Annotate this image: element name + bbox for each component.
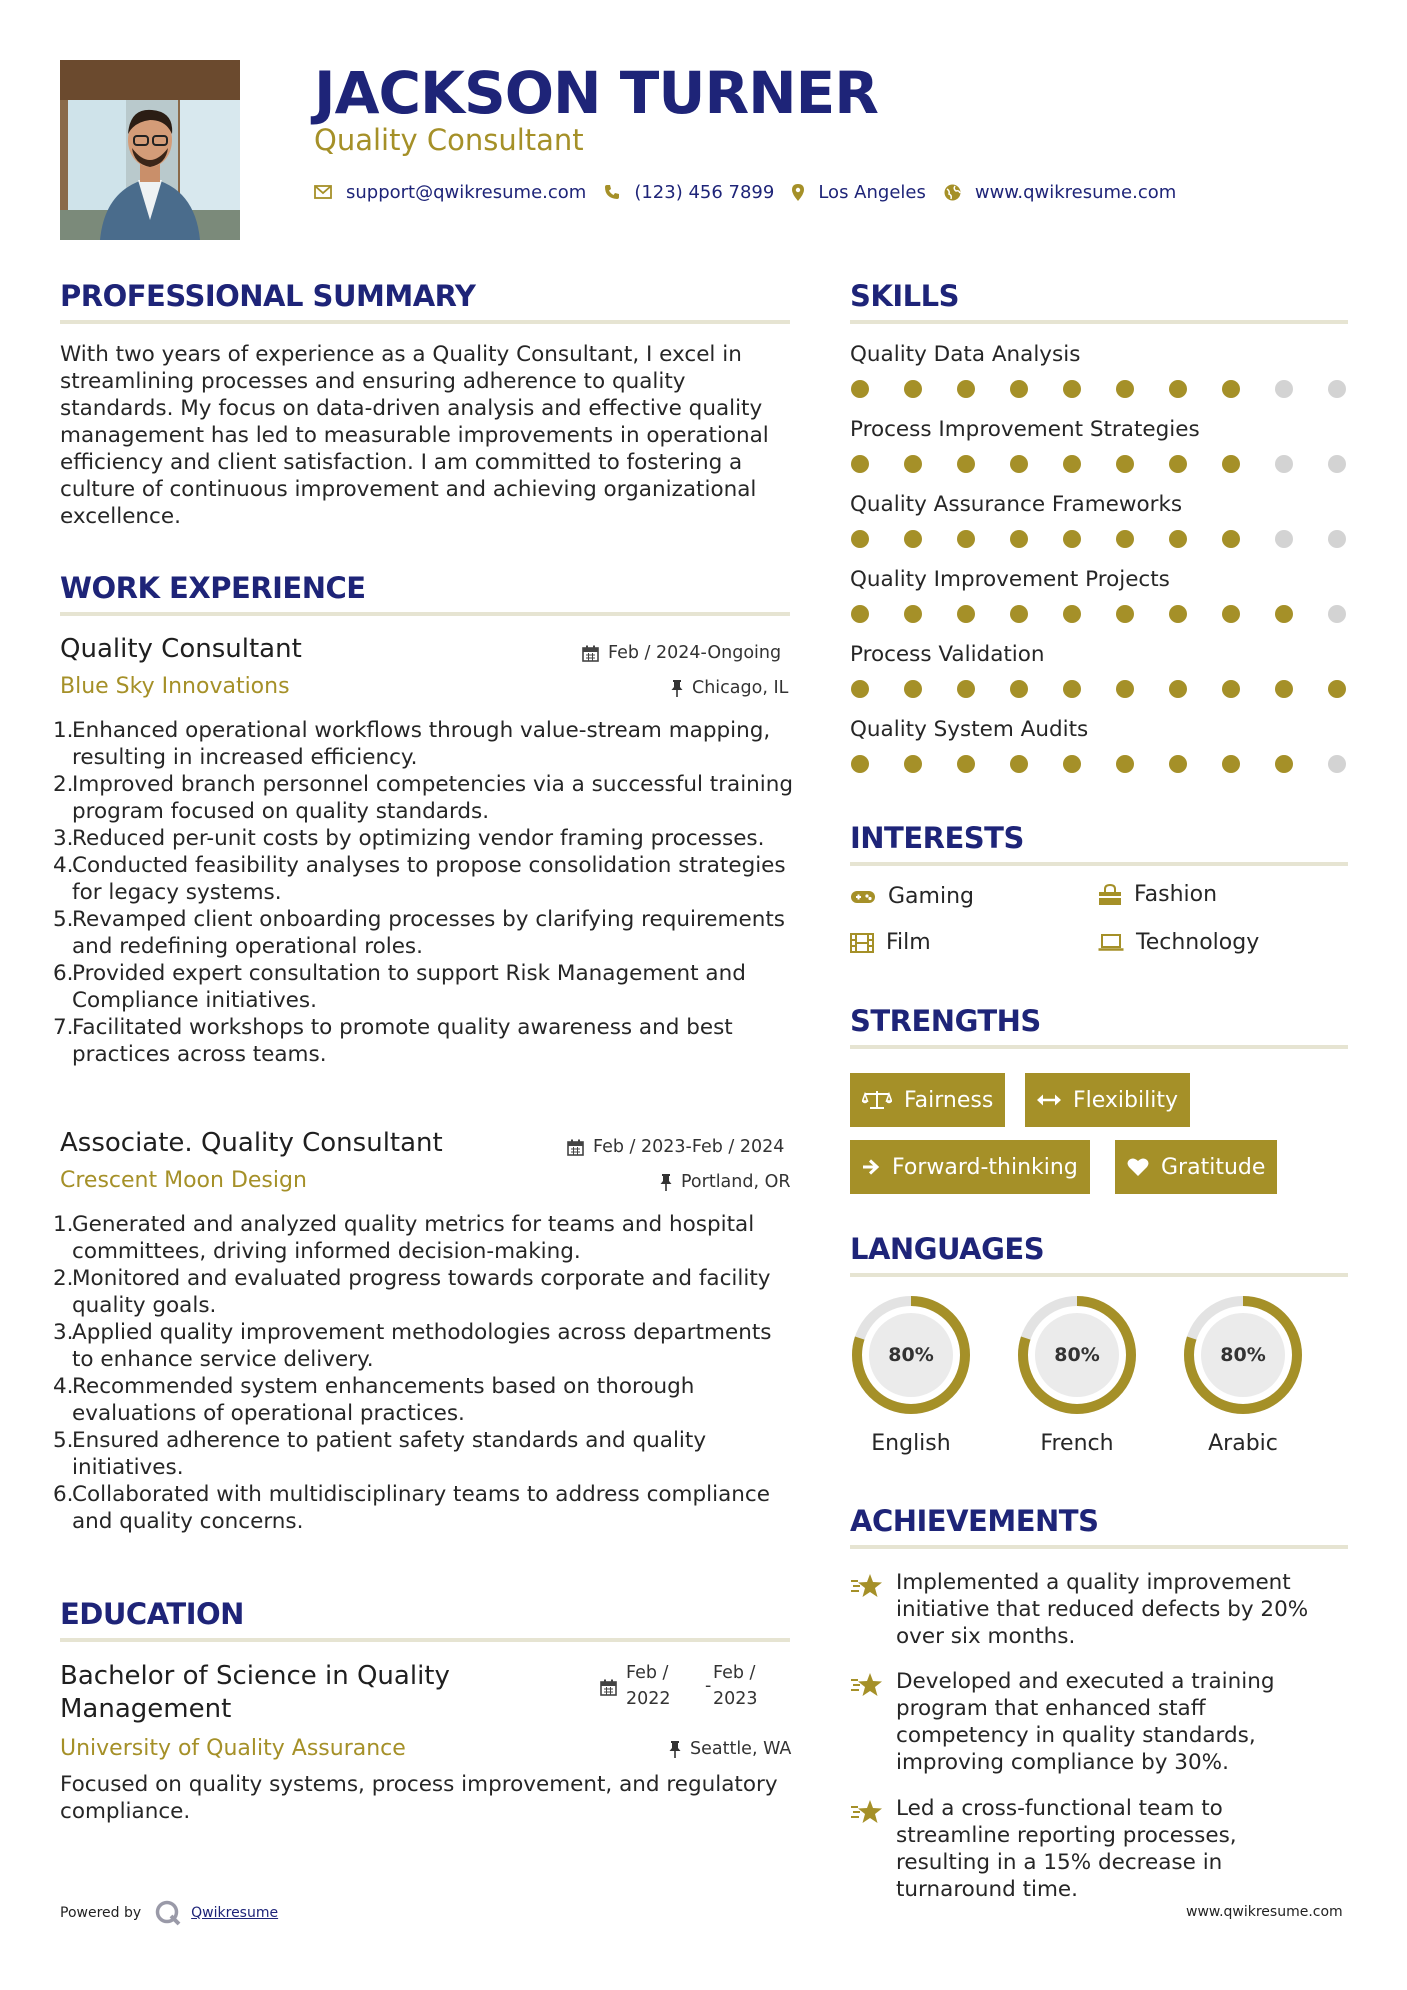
rating-dot-filled xyxy=(851,530,869,548)
language-ring xyxy=(849,1293,973,1417)
rating-dot-filled xyxy=(1116,605,1134,623)
rating-dot-filled xyxy=(1222,755,1240,773)
star-award-icon xyxy=(850,1799,884,1825)
rating-dot-filled xyxy=(1063,380,1081,398)
laptop-icon xyxy=(1098,934,1124,952)
rating-dot-filled xyxy=(1010,530,1028,548)
education-heading: EDUCATION xyxy=(60,1597,244,1631)
rating-dot-filled xyxy=(1169,380,1187,398)
list-item: 5. Ensured adherence to patient safety standards and quality initiatives. xyxy=(53,1428,707,1480)
list-item: 7. Facilitated workshops to promote quality awareness and best practices across teams. xyxy=(53,1015,733,1067)
edu-date-dash: - xyxy=(705,1676,712,1696)
powered-by-text: Powered by xyxy=(60,1905,142,1921)
job-bullets xyxy=(53,717,798,1068)
interests-divider xyxy=(850,862,1348,866)
gamepad-icon xyxy=(850,889,876,905)
rating-dot-empty xyxy=(1328,755,1346,773)
calendar-icon xyxy=(567,1139,584,1156)
rating-dot-filled xyxy=(1169,605,1187,623)
work-divider xyxy=(60,612,790,616)
strength-tag-forward-thinking xyxy=(850,1140,1090,1194)
film-icon xyxy=(850,933,874,953)
rating-dot-filled xyxy=(1116,455,1134,473)
language-ring xyxy=(1181,1293,1305,1417)
edu-end-line-2: 2023 xyxy=(713,1689,758,1709)
strength-tag-gratitude xyxy=(1115,1140,1277,1194)
work-heading: WORK EXPERIENCE xyxy=(60,571,366,605)
languages-divider xyxy=(850,1273,1348,1277)
rating-dot-filled xyxy=(851,605,869,623)
rating-dot-filled xyxy=(1222,605,1240,623)
contact-website[interactable] xyxy=(944,182,1176,203)
rating-dot-filled xyxy=(957,455,975,473)
interest-item-gaming xyxy=(850,883,974,911)
rating-dot-filled xyxy=(1222,530,1240,548)
list-item: 6. Provided expert consultation to support Risk Management and Compliance initiatives. xyxy=(53,961,746,1013)
strength-label: Forward-thinking xyxy=(892,1154,1078,1180)
rating-dot-filled xyxy=(1116,680,1134,698)
interest-item-fashion xyxy=(1098,881,1217,909)
contact-row xyxy=(314,178,1194,206)
job-dates-text: Feb / 2023-Feb / 2024 xyxy=(593,1137,785,1157)
list-item: 2. Improved branch personnel competencies via a successful training program focused on quality standards. xyxy=(53,772,794,824)
rating-dot-filled xyxy=(1010,680,1028,698)
skill-name: Quality Data Analysis xyxy=(850,342,1081,367)
achievement-text: Implemented a quality improvement initiative that reduced defects by 20% over six months. xyxy=(896,1570,1309,1649)
shopping-bag-icon xyxy=(1098,884,1122,906)
rating-dot-filled xyxy=(957,380,975,398)
powered-by xyxy=(60,1900,278,1926)
candidate-name: JACKSON TURNER xyxy=(314,59,878,127)
arrows-horizontal-icon xyxy=(1037,1093,1061,1107)
rating-dot-filled xyxy=(1328,680,1346,698)
skill-name: Process Validation xyxy=(850,642,1045,667)
job-location-text: Portland, OR xyxy=(681,1172,791,1192)
language-percent: 80% xyxy=(1054,1344,1100,1366)
language-name: Arabic xyxy=(1208,1431,1278,1456)
skill-name: Process Improvement Strategies xyxy=(850,417,1200,442)
rating-dot-filled xyxy=(904,380,922,398)
language-ring xyxy=(1015,1293,1139,1417)
education-dates xyxy=(600,1660,760,1716)
website-text: www.qwikresume.com xyxy=(974,181,1177,203)
contact-phone[interactable] xyxy=(604,182,774,203)
rating-dot-filled xyxy=(851,755,869,773)
rating-dot-filled xyxy=(1116,755,1134,773)
rating-dot-empty xyxy=(1275,530,1293,548)
skill-name: Quality Improvement Projects xyxy=(850,567,1170,592)
rating-dot-filled xyxy=(904,605,922,623)
skills-divider xyxy=(850,320,1348,324)
contact-email[interactable] xyxy=(314,182,586,203)
strength-tag-flexibility xyxy=(1025,1073,1190,1127)
summary-heading: PROFESSIONAL SUMMARY xyxy=(60,279,476,313)
rating-dot-filled xyxy=(904,455,922,473)
job-title: Quality Consultant xyxy=(60,634,302,664)
heart-icon xyxy=(1127,1157,1149,1177)
rating-dot-filled xyxy=(1222,680,1240,698)
strength-label: Flexibility xyxy=(1073,1087,1178,1113)
rating-dot-filled xyxy=(957,530,975,548)
email-text: support@qwikresume.com xyxy=(346,181,587,203)
rating-dot-filled xyxy=(1169,680,1187,698)
rating-dot-filled xyxy=(1116,530,1134,548)
job-dates-text: Feb / 2024-Ongoing xyxy=(608,643,782,663)
phone-text: (123) 456 7899 xyxy=(634,181,775,203)
edu-end-line-1: Feb / xyxy=(713,1663,756,1683)
achievements-divider xyxy=(850,1545,1348,1549)
education-location xyxy=(669,1737,791,1761)
rating-dot-filled xyxy=(851,380,869,398)
map-marker-icon xyxy=(792,184,804,201)
language-percent: 80% xyxy=(888,1344,934,1366)
language-name: French xyxy=(1040,1431,1114,1456)
skill-rating xyxy=(851,680,1381,698)
skill-name: Quality System Audits xyxy=(850,717,1089,742)
rating-dot-filled xyxy=(957,605,975,623)
rating-dot-filled xyxy=(1063,530,1081,548)
strength-label: Fairness xyxy=(904,1087,994,1113)
calendar-icon xyxy=(600,1679,617,1696)
degree-line-2: Management xyxy=(60,1694,232,1724)
job-title: Associate. Quality Consultant xyxy=(60,1128,443,1158)
rating-dot-filled xyxy=(1275,605,1293,623)
interest-label: Film xyxy=(886,930,931,955)
achievement-item xyxy=(850,1569,1320,1650)
interest-label: Technology xyxy=(1136,930,1260,955)
job-location xyxy=(671,676,788,700)
education-description: Focused on quality systems, process improvement, and regulatory compliance. xyxy=(60,1772,778,1824)
job-location-text: Chicago, IL xyxy=(692,678,789,698)
balance-scale-icon xyxy=(862,1089,892,1111)
education-location-text: Seattle, WA xyxy=(690,1739,792,1759)
rating-dot-filled xyxy=(1222,455,1240,473)
interest-item-technology xyxy=(1098,929,1259,957)
interest-label: Gaming xyxy=(888,884,974,909)
strengths-divider xyxy=(850,1045,1348,1049)
achievement-text: Developed and executed a training program that enhanced staff competency in quality standards, improving compliance by 30%. xyxy=(896,1669,1275,1775)
rating-dot-filled xyxy=(904,755,922,773)
strengths-heading: STRENGTHS xyxy=(850,1004,1041,1038)
edu-start-line-1: Feb / xyxy=(626,1663,669,1683)
interest-item-film xyxy=(850,929,931,957)
list-item: 5. Revamped client onboarding processes by clarifying requirements and redefining operational roles. xyxy=(53,907,785,959)
calendar-icon xyxy=(582,645,599,662)
list-item: 1. Enhanced operational workflows through value-stream mapping, resulting in increased efficiency. xyxy=(53,718,771,770)
rating-dot-empty xyxy=(1328,455,1346,473)
rating-dot-filled xyxy=(1169,530,1187,548)
candidate-title: Quality Consultant xyxy=(314,123,584,157)
rating-dot-filled xyxy=(1222,380,1240,398)
pushpin-icon xyxy=(660,1174,672,1191)
degree-line-1: Bachelor of Science in Quality xyxy=(60,1661,450,1691)
rating-dot-filled xyxy=(1169,755,1187,773)
rating-dot-filled xyxy=(851,680,869,698)
envelope-icon xyxy=(314,185,332,199)
globe-icon xyxy=(944,184,961,201)
list-item: 3. Reduced per-unit costs by optimizing vendor framing processes. xyxy=(53,826,765,851)
location-text: Los Angeles xyxy=(818,181,926,203)
star-award-icon xyxy=(850,1672,884,1698)
qwikresume-logo-icon xyxy=(155,1900,181,1926)
rating-dot-filled xyxy=(1010,455,1028,473)
list-item: 2. Monitored and evaluated progress towards corporate and facility quality goals. xyxy=(53,1266,771,1318)
rating-dot-filled xyxy=(1116,380,1134,398)
rating-dot-empty xyxy=(1275,380,1293,398)
rating-dot-filled xyxy=(1275,755,1293,773)
skill-rating xyxy=(851,605,1381,623)
interest-label: Fashion xyxy=(1134,882,1218,907)
language-name: English xyxy=(871,1431,951,1456)
rating-dot-filled xyxy=(1275,680,1293,698)
skill-name: Quality Assurance Frameworks xyxy=(850,492,1183,517)
job-bullets xyxy=(53,1211,798,1535)
skill-rating xyxy=(851,455,1381,473)
rating-dot-filled xyxy=(1063,455,1081,473)
list-item: 1. Generated and analyzed quality metrics for teams and hospital committees, driving informed decision-making. xyxy=(53,1212,755,1264)
achievement-item xyxy=(850,1795,1320,1903)
achievements-heading: ACHIEVEMENTS xyxy=(850,1504,1099,1538)
skill-rating xyxy=(851,380,1381,398)
job-company: Blue Sky Innovations xyxy=(60,674,290,699)
job-company: Crescent Moon Design xyxy=(60,1168,307,1193)
skill-rating xyxy=(851,530,1381,548)
rating-dot-empty xyxy=(1275,455,1293,473)
rating-dot-filled xyxy=(1063,680,1081,698)
list-item: 4. Conducted feasibility analyses to propose consolidation strategies for legacy systems. xyxy=(53,853,786,905)
rating-dot-empty xyxy=(1328,605,1346,623)
rating-dot-filled xyxy=(851,455,869,473)
qwikresume-link[interactable]: Qwikresume xyxy=(191,1905,279,1921)
rating-dot-filled xyxy=(1010,605,1028,623)
rating-dot-filled xyxy=(1010,380,1028,398)
achievement-text: Led a cross-functional team to streamline reporting processes, resulting in a 15% decrease in turnaround time. xyxy=(896,1796,1237,1902)
star-award-icon xyxy=(850,1573,884,1599)
education-divider xyxy=(60,1638,790,1642)
job-dates xyxy=(567,1135,784,1159)
list-item: 3. Applied quality improvement methodologies across departments to enhance service delivery. xyxy=(53,1320,772,1372)
arrow-right-icon xyxy=(862,1158,880,1176)
summary-text: With two years of experience as a Quality Consultant, I excel in streamlining processes and ensuring adherence to quality standards. My focus on data-driven analysis and effective quality management has led to measurable improvements in operational efficiency and client satisfaction. I am committed to fostering a culture of continuous improvement and achieving organizational excellence. xyxy=(60,342,769,529)
footer-website[interactable]: www.qwikresume.com xyxy=(1186,1904,1343,1920)
job-dates xyxy=(582,641,781,665)
achievement-item xyxy=(850,1668,1320,1776)
strength-tag-fairness xyxy=(850,1073,1005,1127)
phone-icon xyxy=(604,184,620,200)
rating-dot-filled xyxy=(904,530,922,548)
job-location xyxy=(660,1170,791,1194)
list-item: 4. Recommended system enhancements based on thorough evaluations of operational practices. xyxy=(53,1374,695,1426)
rating-dot-filled xyxy=(904,680,922,698)
pushpin-icon xyxy=(671,680,683,697)
rating-dot-empty xyxy=(1328,530,1346,548)
profile-photo xyxy=(60,60,240,240)
strength-label: Gratitude xyxy=(1161,1154,1266,1180)
rating-dot-filled xyxy=(1169,455,1187,473)
skill-rating xyxy=(851,755,1381,773)
summary-divider xyxy=(60,320,790,324)
rating-dot-empty xyxy=(1328,380,1346,398)
edu-start-line-2: 2022 xyxy=(626,1689,671,1709)
school-name: University of Quality Assurance xyxy=(60,1736,406,1761)
rating-dot-filled xyxy=(957,755,975,773)
pushpin-icon xyxy=(669,1741,681,1758)
interests-heading: INTERESTS xyxy=(850,821,1024,855)
contact-location xyxy=(792,182,926,203)
list-item: 6. Collaborated with multidisciplinary teams to address compliance and quality concerns. xyxy=(53,1482,770,1534)
rating-dot-filled xyxy=(1063,755,1081,773)
rating-dot-filled xyxy=(1010,755,1028,773)
rating-dot-filled xyxy=(1063,605,1081,623)
skills-heading: SKILLS xyxy=(850,279,959,313)
language-percent: 80% xyxy=(1220,1344,1266,1366)
languages-heading: LANGUAGES xyxy=(850,1232,1045,1266)
rating-dot-filled xyxy=(957,680,975,698)
